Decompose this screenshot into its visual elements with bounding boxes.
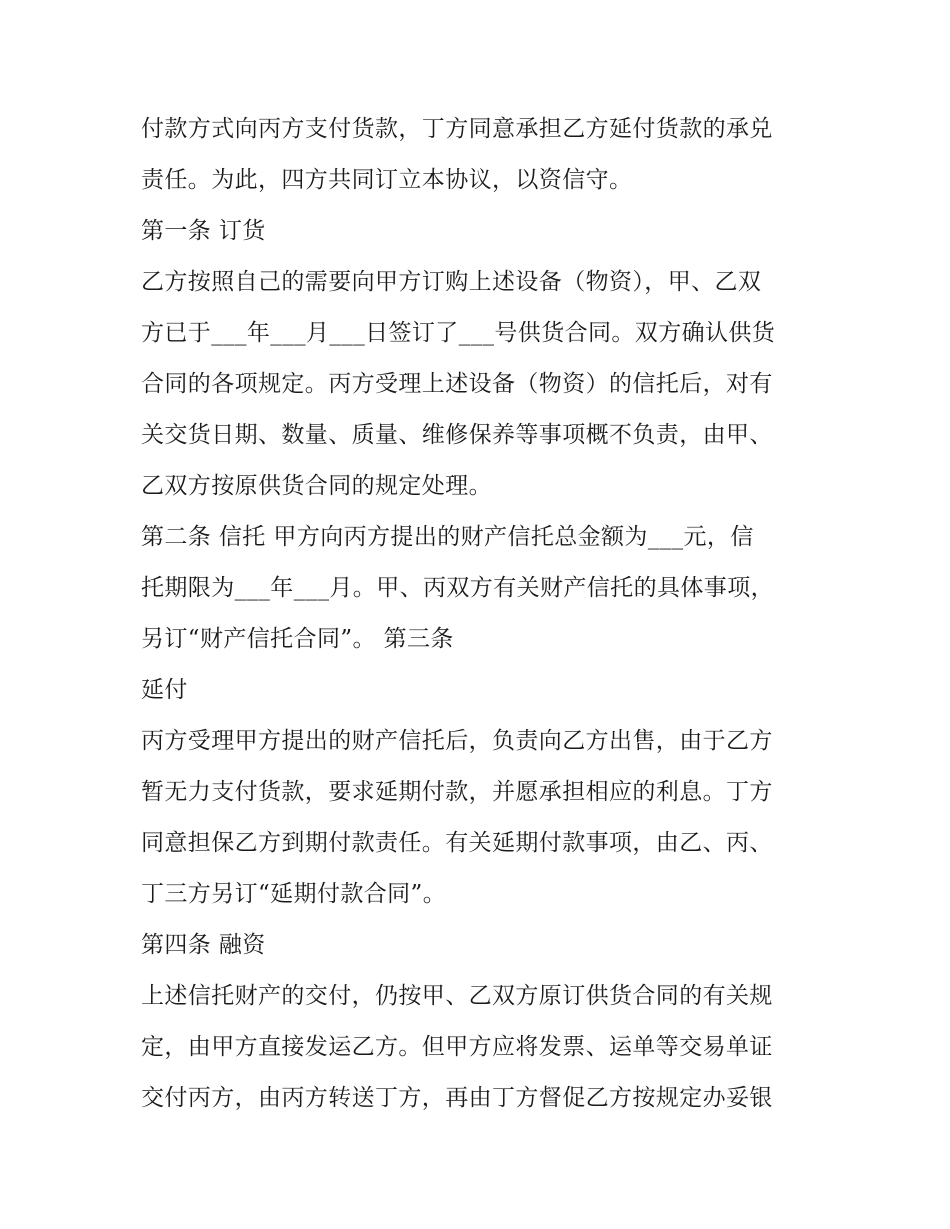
text-line-2: 责任。为此，四方共同订立本协议，以资信守。 [141, 167, 633, 193]
text-line-7: 关交货日期、数量、质量、维修保养等事项概不负责，由甲、 [141, 422, 773, 448]
text-line-10: 托期限为___年___月。甲、丙双方有关财产信托的具体事项， [141, 575, 774, 601]
text-line-15: 同意担保乙方到期付款责任。有关延期付款事项，由乙、丙、 [141, 830, 773, 856]
text-line-19: 定，由甲方直接发运乙方。但甲方应将发票、运单等交易单证 [141, 1034, 773, 1060]
article-3-heading: 延付 [141, 677, 188, 703]
text-line-8: 乙双方按原供货合同的规定处理。 [141, 473, 492, 499]
article-4-heading: 第四条 融资 [141, 932, 266, 958]
text-line-5: 方已于___年___月___日签订了___号供货合同。双方确认供货 [141, 320, 776, 346]
document-body [141, 104, 821, 1124]
text-line-11: 另订“财产信托合同”。 第三条 [141, 626, 454, 652]
text-line-14: 暂无力支付货款，要求延期付款，并愿承担相应的利息。丁方 [141, 779, 773, 805]
text-line-1: 付款方式向丙方支付货款，丁方同意承担乙方延付货款的承兑 [141, 116, 773, 142]
text-line-16: 丁三方另订“延期付款合同”。 [141, 881, 447, 907]
text-line-4: 乙方按照自己的需要向甲方订购上述设备（物资），甲、乙双 [141, 269, 762, 295]
article-2-text: 第二条 信托 甲方向丙方提出的财产信托总金额为___元，信 [141, 524, 754, 550]
text-line-20: 交付丙方，由丙方转送丁方，再由丁方督促乙方按规定办妥银 [141, 1085, 773, 1111]
text-line-18: 上述信托财产的交付，仍按甲、乙双方原订供货合同的有关规 [141, 983, 773, 1009]
article-1-heading: 第一条 订货 [141, 218, 266, 244]
text-line-13: 丙方受理甲方提出的财产信托后，负责向乙方出售，由于乙方 [141, 728, 773, 754]
text-line-6: 合同的各项规定。丙方受理上述设备（物资）的信托后，对有 [141, 371, 773, 397]
